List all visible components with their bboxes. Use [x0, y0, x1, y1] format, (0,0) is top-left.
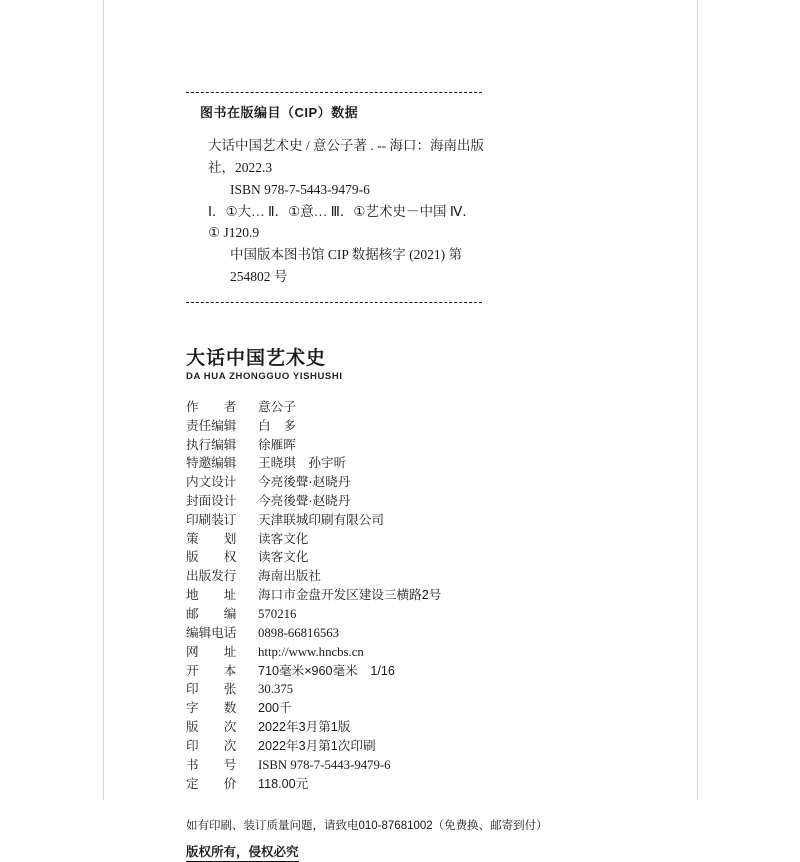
- table-row: [186, 473, 441, 492]
- colophon-value: 2022年3月第1次印刷: [258, 738, 376, 753]
- table-row: [186, 586, 441, 605]
- colophon-table: [186, 398, 441, 793]
- table-row: [186, 567, 441, 586]
- table-row: [186, 756, 441, 775]
- book-title: 大话中国艺术史: [186, 348, 327, 370]
- page-right-rule: [697, 0, 698, 800]
- colophon-value: 570216: [258, 606, 297, 621]
- colophon-label: 字 数: [186, 701, 237, 716]
- table-row: [186, 454, 441, 473]
- colophon-value: 徐雁晖: [258, 437, 296, 452]
- colophon-label: 策 划: [186, 531, 237, 546]
- cip-line-4: Ⅰ．①大… Ⅱ．①意… Ⅲ．①艺术史－中国 Ⅳ．: [208, 203, 476, 219]
- colophon-value: 今亮後聲·赵晓丹: [258, 494, 351, 509]
- cip-line-3: ISBN 978-7-5443-9479-6: [230, 181, 370, 197]
- colophon-value: 海南出版社: [258, 569, 321, 584]
- table-row: [186, 775, 441, 794]
- table-row: [186, 417, 441, 436]
- colophon-label: 书 号: [186, 757, 237, 772]
- colophon-label: 封面设计: [186, 494, 237, 509]
- colophon-label: 版 次: [186, 720, 237, 735]
- colophon-label: 印 次: [186, 738, 237, 753]
- table-row: [186, 605, 441, 624]
- cip-bottom-divider: [186, 302, 482, 303]
- cip-line-2: 社，2022.3: [208, 159, 273, 175]
- colophon-label: 出版发行: [186, 569, 237, 584]
- colophon-value: 710毫米×960毫米 1/16: [258, 663, 395, 678]
- cip-top-divider: [186, 92, 482, 93]
- table-row: [186, 511, 441, 530]
- table-row: [186, 680, 441, 699]
- colophon-value: 天津联城印刷有限公司: [258, 512, 384, 527]
- colophon-value: 今亮後聲·赵晓丹: [258, 475, 351, 490]
- table-row: [186, 529, 441, 548]
- colophon-label: 开 本: [186, 663, 237, 678]
- table-row: [186, 718, 441, 737]
- colophon-label: 邮 编: [186, 606, 237, 621]
- colophon-label: 地 址: [186, 587, 237, 602]
- colophon-value: 读客文化: [258, 550, 309, 565]
- colophon-label: 责任编辑: [186, 418, 237, 433]
- colophon-value-price: 118.00元: [258, 776, 309, 791]
- colophon-value-url: http://www.hncbs.cn: [258, 644, 364, 659]
- page-left-rule: [103, 0, 104, 800]
- page-content: [186, 92, 606, 862]
- colophon-value: 海口市金盘开发区建设三横路2号: [258, 587, 442, 602]
- colophon-value: 30.375: [258, 682, 294, 697]
- table-row: [186, 699, 441, 718]
- cip-line-6: 中国版本图书馆 CIP 数据核字 (2021) 第 254802 号: [230, 247, 462, 285]
- table-row: [186, 662, 441, 681]
- colophon-value: 0898-66816563: [258, 625, 340, 640]
- colophon-label: 内文设计: [186, 475, 237, 490]
- colophon-value: 200千: [258, 701, 292, 716]
- colophon-value: 王晓琪 孙宇昕: [258, 456, 347, 471]
- cip-heading: 图书在版编目（CIP）数据: [200, 105, 359, 120]
- table-row: [186, 643, 441, 662]
- colophon-value: 读客文化: [258, 531, 309, 546]
- book-title-pinyin: DA HUA ZHONGGUO YISHUSHI: [186, 371, 343, 383]
- colophon-value: 2022年3月第1版: [258, 720, 351, 735]
- copyright-notice: 版权所有，侵权必究: [186, 842, 299, 862]
- colophon-label: 网 址: [186, 644, 237, 659]
- table-row: [186, 398, 441, 417]
- cip-line-1: 大话中国艺术史 / 意公子著 . -- 海口：海南出版: [208, 138, 484, 153]
- colophon-label: 印 张: [186, 682, 237, 697]
- colophon-body: [186, 398, 441, 793]
- table-row: [186, 436, 441, 455]
- colophon-value-isbn: ISBN 978-7-5443-9479-6: [258, 757, 391, 772]
- table-row: [186, 548, 441, 567]
- colophon-label: 定 价: [186, 776, 237, 791]
- quality-note: 如有印刷、装订质量问题，请致电010-87681002（免费换、邮寄到付）: [186, 820, 548, 833]
- colophon-value: 意公子: [258, 400, 296, 415]
- colophon-value: 白 多: [258, 418, 296, 433]
- colophon-label: 特邀编辑: [186, 456, 237, 471]
- cip-line-5: ① J120.9: [208, 225, 260, 241]
- table-row: [186, 624, 441, 643]
- colophon-label: 作 者: [186, 400, 237, 415]
- cip-record: [208, 135, 488, 288]
- cip-bottom-divider-wrap: [186, 302, 606, 303]
- colophon-label: 执行编辑: [186, 437, 237, 452]
- colophon-label: 印刷装订: [186, 512, 237, 527]
- table-row: [186, 737, 441, 756]
- table-row: [186, 492, 441, 511]
- colophon-label: 版 权: [186, 550, 237, 565]
- colophon-label: 编辑电话: [186, 625, 237, 640]
